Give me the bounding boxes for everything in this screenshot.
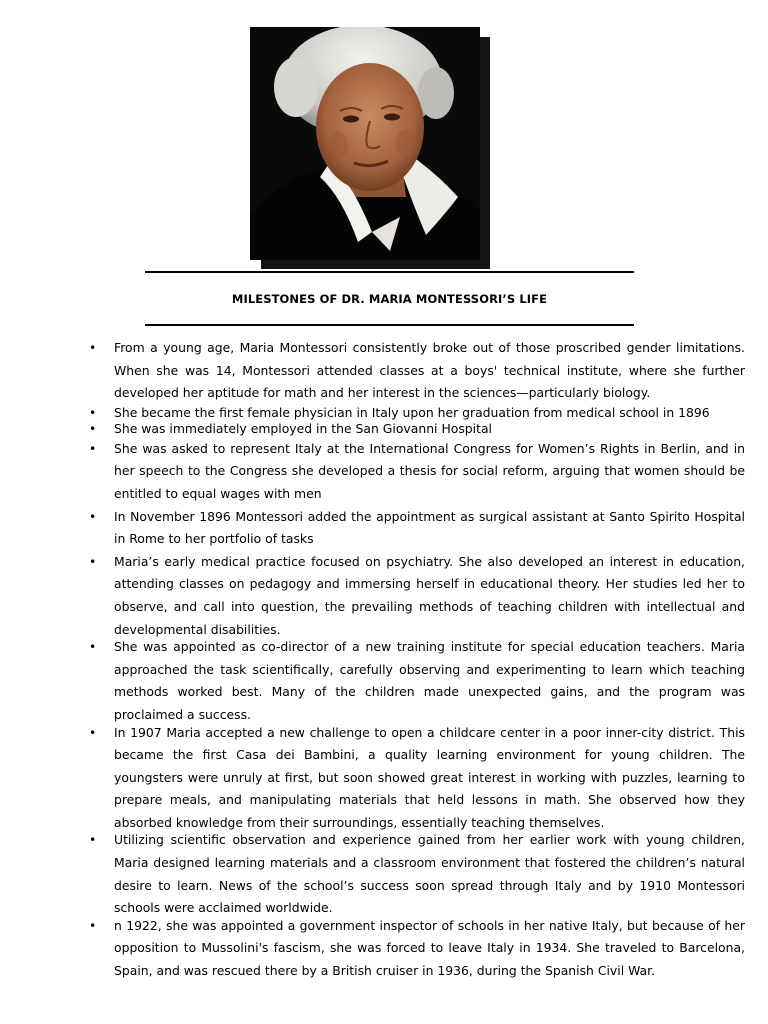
milestone-item: • n 1922, she was appointed a government inspector of schools in her native Italy, but because of her opposition to Mussolini's fascism, she was forced to leave Italy in 1934. She traveled to Barcelona, Spain, and was rescued there by a British cruiser in 1936, during the Spanish Civil War. <box>88 915 745 983</box>
milestone-item: • In November 1896 Montessori added the appointment as surgical assistant at Santo Spirito Hospital in Rome to her portfolio of tasks <box>88 506 745 551</box>
milestone-item: • She was appointed as co-director of a new training institute for special education teachers. Maria approached the task scientifically, carefully observing and experimenting to learn which teaching methods worked best. Many of the children made unexpected gains, and the program was proclaimed a success. <box>88 636 745 726</box>
heading-rule-bottom <box>145 324 634 326</box>
milestone-item: • She was asked to represent Italy at the International Congress for Women’s Rights in Berlin, and in her speech to the Congress she developed a thesis for social reform, arguing that women should be entitled to equal wages with men <box>88 438 745 506</box>
portrait-illustration <box>250 27 480 260</box>
milestone-item: • Utilizing scientific observation and experience gained from her earlier work with young children, Maria designed learning materials and a classroom environment that fostered the children’s natural desire to learn. News of the school’s success soon spread through Italy and by 1910 Montessori schools were acclaimed worldwide. <box>88 829 745 919</box>
portrait-photo <box>250 27 480 260</box>
milestone-item: • She became the first female physician in Italy upon her graduation from medical school in 1896 <box>88 405 745 422</box>
milestone-item: • Maria’s early medical practice focused on psychiatry. She also developed an interest in education, attending classes on pedagogy and immersing herself in educational theory. Her studies led her to observe, and call into question, the prevailing methods of teaching children with intellectual and developmental disabilities. <box>88 551 745 641</box>
milestone-item: • From a young age, Maria Montessori consistently broke out of those proscribed gender limitations. When she was 14, Montessori attended classes at a boys' technical institute, where she further developed her aptitude for math and her interest in the sciences—particularly biology. <box>88 337 745 405</box>
heading-rule-top <box>145 271 634 273</box>
milestones-list <box>88 337 745 983</box>
milestone-item: • She was immediately employed in the San Giovanni Hospital <box>88 421 745 438</box>
milestone-item: • In 1907 Maria accepted a new challenge to open a childcare center in a poor inner-city district. This became the first Casa dei Bambini, a quality learning environment for young children. The youngsters were unruly at first, but soon showed great interest in working with puzzles, learning to prepare meals, and manipulating materials that held lessons in math. She observed how they absorbed knowledge from their surroundings, essentially teaching themselves. <box>88 722 745 835</box>
page-heading: MILESTONES OF DR. MARIA MONTESSORI’S LIFE <box>231 292 548 306</box>
portrait-frame <box>250 27 482 260</box>
